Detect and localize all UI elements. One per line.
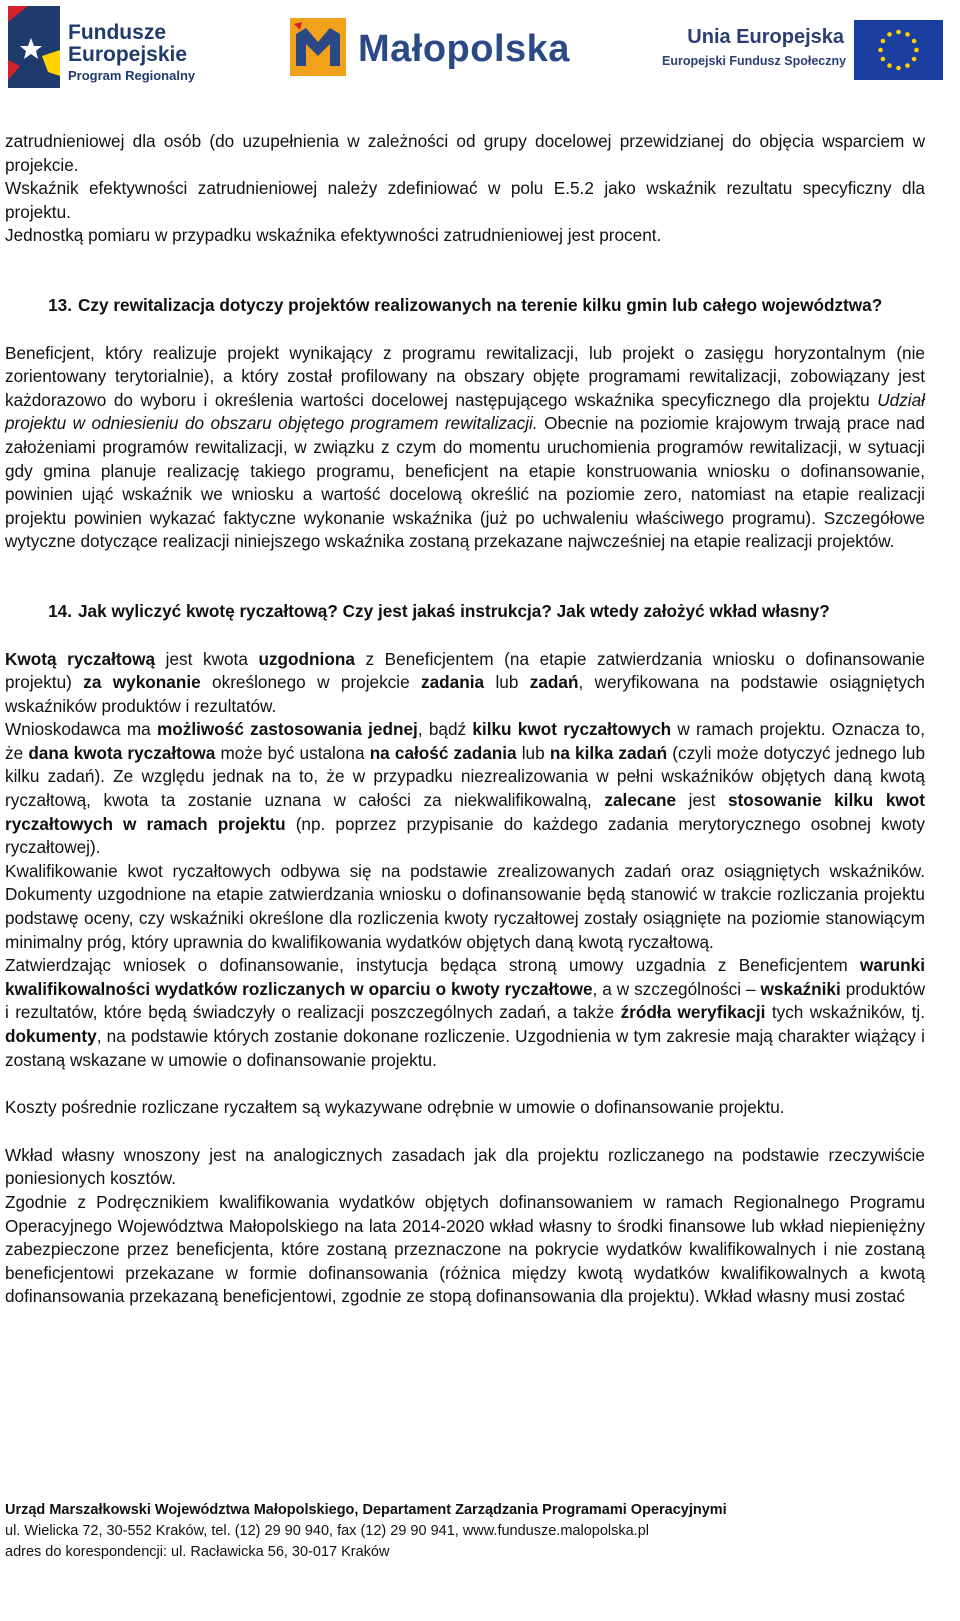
document-body	[5, 130, 925, 1309]
text-run: , bądź	[417, 719, 473, 740]
answer-14-paragraph-5: Koszty pośrednie rozliczane ryczałtem są wykazywane odrębnie w umowie o dofinansowanie projektu.	[5, 1097, 785, 1118]
text-run: lub	[484, 672, 530, 693]
fe-logo-line2: Europejskie	[68, 43, 188, 67]
paragraph-indicator-unit: Jednostką pomiaru w przypadku wskaźnika efektywności zatrudnieniowej jest procent.	[5, 225, 662, 246]
text-run: z Beneficjentem (na etapie zatwierdzania wniosku o dofinansowanie projektu)	[5, 648, 925, 693]
ue-logo-sub: Europejski Fundusz Społeczny	[662, 54, 847, 68]
footer-address: ul. Wielicka 72, 30-552 Kraków, tel. (12) 29 90 940, fax (12) 29 90 941, www.fundusze.malopolska.pl	[5, 1523, 649, 1539]
text-bold: Kwotą ryczałtową	[5, 648, 156, 669]
question-14-text: Jak wyliczyć kwotę ryczałtową? Czy jest jakaś instrukcja? Jak wtedy założyć wkład własny?	[78, 600, 830, 621]
text-bold: warunki kwalifikowalności wydatków rozliczanych w oparciu o kwoty ryczałtowe	[5, 955, 925, 999]
text-run: (czyli może dotyczyć jednego lub kilku zadań). Ze względu jednak na to, że w przypadku niezrealizowania w pełni wskaźników objętych daną kwotą ryczałtową, kwota ta zostanie uznana w całości za niekwalifikowalną,	[5, 742, 925, 811]
text-run: produktów i rezultatów, które będą świadczyły o realizacji poszczególnych zadań, a także	[5, 978, 925, 1023]
unia-europejska-logo	[662, 20, 952, 80]
text-bold: możliwość zastosowania jednej	[156, 719, 418, 740]
fe-logo-line1: Fundusze	[68, 21, 166, 44]
text-bold: zadań	[529, 672, 579, 693]
text-run: może być ustalona	[215, 742, 370, 763]
text-run: jest kwota	[155, 648, 259, 669]
text-bold: dokumenty	[5, 1026, 97, 1046]
ue-logo-name: Unia Europejska	[687, 26, 844, 48]
text-bold: stosowanie kilku kwot ryczałtowych w ramach projektu	[5, 790, 926, 834]
question-14	[5, 600, 925, 624]
answer-13-italic: Udział projektu w odniesieniu do obszaru objętego programem rewitalizacji.	[5, 389, 925, 434]
text-bold: dana kwota ryczałtowa	[28, 742, 216, 763]
answer-14-paragraph-4	[5, 954, 925, 1072]
text-run: Zatwierdzając wniosek o dofinansowanie, instytucja będąca stroną umowy uzgadnia z Beneficjentem	[5, 955, 861, 976]
page-footer	[5, 1500, 935, 1563]
footer-correspondence-address: adres do korespondencji: ul. Racławicka 56, 30-017 Kraków	[5, 1544, 390, 1560]
text-bold: zalecane	[604, 790, 677, 811]
answer-14-paragraph-1	[5, 648, 925, 719]
fe-star-icon	[8, 6, 60, 88]
text-run: Wnioskodawca ma	[5, 719, 157, 740]
text-run: tych wskaźników, tj.	[765, 1002, 925, 1023]
answer-14-paragraph-6: Wkład własny wnoszony jest na analogicznych zasadach jak dla projektu rozliczanego na podstawie rzeczywiście poniesionych kosztów.	[5, 1144, 925, 1189]
text-run: , weryfikowana na podstawie osiągniętych wskaźników produktów i rezultatów.	[5, 672, 925, 716]
text-bold: za wykonanie	[83, 672, 201, 693]
answer-14-paragraph-2	[5, 718, 925, 860]
malopolska-emblem-icon	[290, 18, 346, 76]
malopolska-logo-text: Małopolska	[358, 28, 570, 70]
fe-logo-line3: Program Regionalny	[68, 68, 196, 84]
text-run: , na podstawie których zostanie dokonane rozliczenie. Uzgodnienia w tym zakresie mają charakter wiążący i zostaną wskazane w umowie o dofinansowanie projektu.	[5, 1026, 925, 1070]
fundusze-europejskie-logo	[8, 6, 208, 88]
footer-office-name: Urząd Marszałkowski Województwa Małopolskiego, Departament Zarządzania Programami Operacyjnymi	[5, 1502, 727, 1518]
text-run: określonego w projekcie	[200, 672, 422, 693]
text-bold: na kilka zadań	[549, 742, 668, 763]
text-bold: zadania	[421, 672, 485, 693]
answer-14-paragraph-3: Kwalifikowanie kwot ryczałtowych odbywa się na podstawie zrealizowanych zadań oraz osiągniętych wskaźników. Dokumenty uzgodnione na etapie zatwierdzania wniosku o dofinansowanie będą stanowić w trakcie rozliczania projektu podstawę oceny, czy wskaźniki określone dla rozliczenia kwoty ryczałtowej zostały osiągnięte na poziomie stanowiącym minimalny próg, który uprawnia do kwalifikowania wydatków objętych daną kwotą ryczałtową.	[5, 860, 925, 952]
page-header	[0, 0, 960, 100]
text-bold: źródła weryfikacji	[620, 1002, 766, 1023]
answer-14-paragraph-7: Zgodnie z Podręcznikiem kwalifikowania wydatków objętych dofinansowaniem w ramach Regionalnego Programu Operacyjnego Województwa Małopolskiego na lata 2014-2020 wkład własny to środki finansowe lub wkład niepieniężny zabezpieczone przez beneficjenta, które zostaną przeznaczone na pokrycie wydatków kwalifikowalnych i nie zostaną beneficjentowi przekazane w formie dofinansowania (różnica między kwotą wydatków kwalifikowalnych a kwotą dofinansowania przekazaną beneficjentowi, zgodnie ze stopą dofinansowania dla projektu). Wkład własny musi zostać	[5, 1191, 925, 1307]
answer-13-part2: Obecnie na poziomie krajowym trwają prace nad założeniami programów rewitalizacji, w związku z czym do momentu uruchomienia programów rewitalizacji, w sytuacji gdy gmina planuje realizację takiego programu, beneficjent na etapie konstruowania wniosku o dofinansowanie, powinien ująć wskaźnik we wniosku a wartość docelową określić na poziomie zero, natomiast na etapie realizacji projektu powinien wykazać faktyczne wykonanie wskaźnika (już po uchwaleniu właściwego programu). Szczegółowe wytyczne dotyczące realizacji niniejszego wskaźnika zostaną przekazane najwcześniej na etapie realizacji projektów.	[5, 413, 925, 552]
text-run: (np. poprzez przypisanie do każdego zadania merytorycznego osobnej kwoty ryczałtowej).	[5, 813, 925, 858]
text-run: , a w szczególności –	[592, 978, 761, 999]
question-13-number: 13.	[48, 294, 72, 315]
eu-flag-icon	[854, 20, 943, 80]
text-run: lub	[516, 742, 550, 763]
paragraph-indicator-definition: Wskaźnik efektywności zatrudnieniowej należy zdefiniować w polu E.5.2 jako wskaźnik rezultatu specyficzny dla projektu.	[5, 178, 925, 222]
answer-13-part1: Beneficjent, który realizuje projekt wynikający z programu rewitalizacji, lub projekt o zasięgu horyzontalnym (nie zorientowany terytorialnie), a który został profilowany na obszary objęte programami rewitalizacji, zobowiązany jest każdorazowo do wyboru i określenia wartości docelowej następującego wskaźnika specyficznego dla projektu	[5, 342, 925, 410]
question-14-number: 14.	[48, 600, 72, 621]
question-13	[5, 294, 925, 318]
text-bold: na całość zadania	[369, 742, 517, 763]
question-13-text: Czy rewitalizacja dotyczy projektów realizowanych na terenie kilku gmin lub całego województwa?	[78, 294, 883, 315]
text-bold: wskaźniki	[760, 978, 841, 999]
text-bold: kilku kwot ryczałtowych	[472, 719, 672, 740]
answer-13	[5, 342, 925, 554]
text-bold: uzgodniona	[258, 648, 355, 669]
text-run: jest	[676, 790, 728, 811]
text-run: w ramach projektu. Oznacza to, że	[5, 719, 925, 763]
paragraph-intro: zatrudnieniowej dla osób (do uzupełnienia w zależności od grupy docelowej przewidzianej do objęcia wsparciem w projekcie.	[5, 131, 925, 175]
